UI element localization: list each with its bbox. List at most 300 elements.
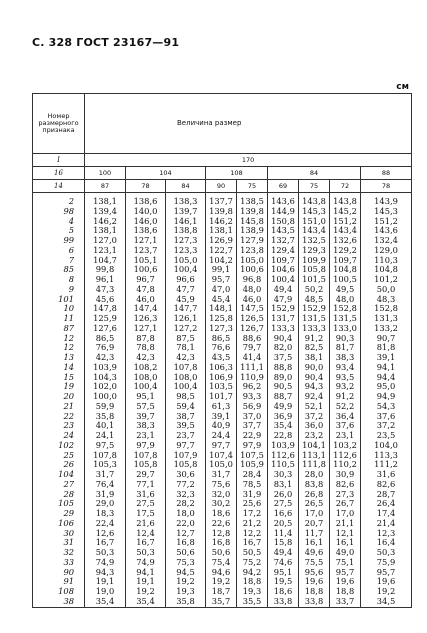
table-cell: 31,6 bbox=[126, 490, 166, 500]
table-cell: 97,9 bbox=[237, 441, 268, 451]
table-cell: 49,6 bbox=[299, 548, 330, 558]
table-cell: 17,2 bbox=[237, 509, 268, 519]
table-cell: 105,0 bbox=[237, 256, 268, 266]
table-cell: 46,0 bbox=[237, 295, 268, 305]
table-row bbox=[33, 295, 412, 305]
feature-number: 87 bbox=[33, 324, 85, 334]
table-cell: 35,4 bbox=[268, 421, 299, 431]
header-row-16: 16 bbox=[33, 167, 85, 180]
table-cell: 35,7 bbox=[206, 597, 237, 607]
table-cell: 82,6 bbox=[330, 480, 361, 490]
table-cell: 19,6 bbox=[299, 577, 330, 587]
table-cell: 126,1 bbox=[166, 314, 206, 324]
table-cell: 28,0 bbox=[299, 470, 330, 480]
feature-number: 24 bbox=[33, 431, 85, 441]
table-cell: 38,7 bbox=[166, 412, 206, 422]
table-cell: 30,2 bbox=[206, 499, 237, 509]
table-cell: 12,2 bbox=[237, 529, 268, 539]
table-cell: 90,7 bbox=[361, 334, 412, 344]
table-cell: 27,3 bbox=[330, 490, 361, 500]
table-cell: 31,7 bbox=[206, 470, 237, 480]
feature-number: 19 bbox=[33, 382, 85, 392]
table-cell: 95,1 bbox=[268, 568, 299, 578]
table-row bbox=[33, 236, 412, 246]
table-cell: 94,2 bbox=[237, 568, 268, 578]
header-row-14: 14 bbox=[33, 180, 85, 193]
table-cell: 12,7 bbox=[166, 529, 206, 539]
table-cell: 96,8 bbox=[237, 275, 268, 285]
table-cell: 105,9 bbox=[237, 460, 268, 470]
table-cell: 23,1 bbox=[330, 431, 361, 441]
table-cell: 47,7 bbox=[166, 285, 206, 295]
table-cell: 31,9 bbox=[237, 490, 268, 500]
bust-84: 84 bbox=[268, 167, 361, 180]
height-170: 170 bbox=[85, 154, 412, 167]
table-cell: 23,7 bbox=[166, 431, 206, 441]
feature-number: 99 bbox=[33, 236, 85, 246]
bust-88: 88 bbox=[361, 167, 412, 180]
table-cell: 97,7 bbox=[206, 441, 237, 451]
table-cell: 59,4 bbox=[166, 402, 206, 412]
table-cell: 54,3 bbox=[361, 402, 412, 412]
table-cell: 143,4 bbox=[330, 226, 361, 236]
table-cell: 93,3 bbox=[237, 392, 268, 402]
table-cell: 81,7 bbox=[330, 343, 361, 353]
feature-number: 13 bbox=[33, 353, 85, 363]
table-cell: 127,1 bbox=[126, 236, 166, 246]
table-cell: 81,8 bbox=[361, 343, 412, 353]
table-cell: 12,3 bbox=[361, 529, 412, 539]
table-cell: 26,0 bbox=[268, 490, 299, 500]
feature-number: 14 bbox=[33, 363, 85, 373]
table-cell: 22,0 bbox=[166, 519, 206, 529]
table-cell: 29,7 bbox=[126, 470, 166, 480]
table-cell: 41,4 bbox=[237, 353, 268, 363]
table-cell: 103,9 bbox=[268, 441, 299, 451]
table-row bbox=[33, 217, 412, 227]
table-cell: 100,6 bbox=[126, 265, 166, 275]
table-cell: 147,5 bbox=[237, 304, 268, 314]
feature-number: 7 bbox=[33, 256, 85, 266]
table-cell: 12,1 bbox=[330, 529, 361, 539]
table-cell: 59,9 bbox=[85, 402, 126, 412]
table-cell: 49,5 bbox=[330, 285, 361, 295]
table-cell: 39,5 bbox=[166, 421, 206, 431]
table-cell: 45,4 bbox=[206, 295, 237, 305]
table-row bbox=[33, 207, 412, 217]
table-cell: 37,7 bbox=[237, 421, 268, 431]
table-cell: 75,2 bbox=[237, 558, 268, 568]
table-cell: 132,4 bbox=[361, 236, 412, 246]
feature-number: 6 bbox=[33, 246, 85, 256]
table-cell: 94,5 bbox=[166, 568, 206, 578]
table-body bbox=[33, 193, 412, 608]
table-cell: 104,3 bbox=[85, 373, 126, 383]
table-cell: 22,6 bbox=[206, 519, 237, 529]
table-cell: 106,9 bbox=[206, 373, 237, 383]
table-cell: 38,3 bbox=[330, 353, 361, 363]
table-row bbox=[33, 499, 412, 509]
feature-number: 31 bbox=[33, 538, 85, 548]
table-cell: 111,8 bbox=[299, 460, 330, 470]
table-cell: 37,2 bbox=[361, 421, 412, 431]
table-cell: 16,7 bbox=[237, 538, 268, 548]
table-cell: 100,4 bbox=[166, 382, 206, 392]
row-label-header: Номер размерного признака bbox=[33, 94, 85, 154]
table-cell: 83,8 bbox=[299, 480, 330, 490]
table-cell: 108,0 bbox=[166, 373, 206, 383]
feature-number: 20 bbox=[33, 392, 85, 402]
table-cell: 131,3 bbox=[361, 314, 412, 324]
table-cell: 57,5 bbox=[126, 402, 166, 412]
table-cell: 127,0 bbox=[85, 236, 126, 246]
table-cell: 87,5 bbox=[166, 334, 206, 344]
table-cell: 100,4 bbox=[166, 265, 206, 275]
table-cell: 127,9 bbox=[237, 236, 268, 246]
table-cell: 143,8 bbox=[299, 193, 330, 207]
feature-number: 28 bbox=[33, 490, 85, 500]
table-cell: 48,3 bbox=[361, 295, 412, 305]
table-cell: 75,9 bbox=[361, 558, 412, 568]
table-row bbox=[33, 490, 412, 500]
table-cell: 100,5 bbox=[330, 275, 361, 285]
table-cell: 21,6 bbox=[126, 519, 166, 529]
table-row bbox=[33, 577, 412, 587]
table-cell: 95,6 bbox=[299, 568, 330, 578]
table-cell: 96,2 bbox=[237, 382, 268, 392]
table-cell: 35,4 bbox=[85, 597, 126, 607]
table-cell: 137,7 bbox=[206, 193, 237, 207]
unit-label: см bbox=[396, 82, 409, 92]
table-cell: 43,5 bbox=[206, 353, 237, 363]
table-cell: 123,7 bbox=[126, 246, 166, 256]
table-cell: 49,0 bbox=[330, 548, 361, 558]
table-cell: 16,7 bbox=[85, 538, 126, 548]
table-cell: 143,8 bbox=[330, 193, 361, 207]
table-cell: 138,6 bbox=[126, 193, 166, 207]
hip-col-7: 75 bbox=[299, 180, 330, 193]
feature-number: 104 bbox=[33, 470, 85, 480]
table-cell: 97,7 bbox=[166, 441, 206, 451]
table-cell: 40,1 bbox=[85, 421, 126, 431]
table-cell: 95,7 bbox=[361, 568, 412, 578]
table-cell: 82,0 bbox=[268, 343, 299, 353]
table-cell: 151,2 bbox=[361, 217, 412, 227]
table-cell: 46,0 bbox=[126, 295, 166, 305]
table-cell: 42,3 bbox=[85, 353, 126, 363]
table-cell: 30,9 bbox=[330, 470, 361, 480]
table-cell: 39,1 bbox=[361, 353, 412, 363]
table-cell: 20,7 bbox=[299, 519, 330, 529]
table-cell: 15,8 bbox=[268, 538, 299, 548]
table-cell: 127,3 bbox=[206, 324, 237, 334]
table-cell: 31,9 bbox=[85, 490, 126, 500]
table-cell: 145,3 bbox=[299, 207, 330, 217]
table-cell: 98,5 bbox=[166, 392, 206, 402]
feature-number: 98 bbox=[33, 207, 85, 217]
table-cell: 16,7 bbox=[126, 538, 166, 548]
table-cell: 20,5 bbox=[268, 519, 299, 529]
table-cell: 74,6 bbox=[268, 558, 299, 568]
feature-number: 102 bbox=[33, 441, 85, 451]
table-row bbox=[33, 353, 412, 363]
table-cell: 83,1 bbox=[268, 480, 299, 490]
feature-number: 5 bbox=[33, 226, 85, 236]
table-cell: 129,3 bbox=[299, 246, 330, 256]
table-cell: 88,8 bbox=[268, 363, 299, 373]
feature-number: 8 bbox=[33, 275, 85, 285]
table-cell: 105,8 bbox=[299, 265, 330, 275]
bust-100: 100 bbox=[85, 167, 126, 180]
feature-number: 27 bbox=[33, 480, 85, 490]
table-cell: 50,6 bbox=[206, 548, 237, 558]
table-cell: 33,7 bbox=[330, 597, 361, 607]
table-cell: 16,4 bbox=[361, 538, 412, 548]
table-row bbox=[33, 193, 412, 207]
table-cell: 147,7 bbox=[166, 304, 206, 314]
table-cell: 30,6 bbox=[166, 470, 206, 480]
table-cell: 107,8 bbox=[126, 451, 166, 461]
table-cell: 38,3 bbox=[126, 421, 166, 431]
table-cell: 105,0 bbox=[166, 256, 206, 266]
table-cell: 140,0 bbox=[126, 207, 166, 217]
table-cell: 132,6 bbox=[330, 236, 361, 246]
table-row bbox=[33, 314, 412, 324]
table-cell: 113,3 bbox=[361, 451, 412, 461]
feature-number: 101 bbox=[33, 295, 85, 305]
feature-number: 106 bbox=[33, 519, 85, 529]
table-cell: 94,1 bbox=[361, 363, 412, 373]
table-cell: 104,6 bbox=[268, 265, 299, 275]
feature-number: 91 bbox=[33, 577, 85, 587]
bust-108: 108 bbox=[206, 167, 268, 180]
table-row bbox=[33, 480, 412, 490]
table-cell: 94,3 bbox=[85, 568, 126, 578]
hip-col-9: 78 bbox=[361, 180, 412, 193]
table-cell: 22,8 bbox=[268, 431, 299, 441]
table-cell: 35,8 bbox=[166, 597, 206, 607]
table-cell: 76,4 bbox=[85, 480, 126, 490]
table-cell: 76,9 bbox=[85, 343, 126, 353]
table-cell: 77,2 bbox=[166, 480, 206, 490]
table-cell: 19,3 bbox=[166, 587, 206, 597]
table-cell: 97,9 bbox=[126, 441, 166, 451]
table-cell: 78,1 bbox=[166, 343, 206, 353]
table-cell: 61,3 bbox=[206, 402, 237, 412]
table-cell: 19,2 bbox=[206, 577, 237, 587]
table-cell: 110,2 bbox=[330, 460, 361, 470]
hip-col-2: 78 bbox=[126, 180, 166, 193]
table-cell: 138,1 bbox=[85, 193, 126, 207]
table-cell: 139,8 bbox=[237, 207, 268, 217]
hip-col-5: 75 bbox=[237, 180, 268, 193]
table-cell: 104,7 bbox=[85, 256, 126, 266]
table-cell: 90,3 bbox=[330, 334, 361, 344]
feature-number: 30 bbox=[33, 529, 85, 539]
table-row bbox=[33, 285, 412, 295]
table-cell: 19,2 bbox=[361, 587, 412, 597]
table-cell: 25,6 bbox=[237, 499, 268, 509]
table-cell: 52,2 bbox=[330, 402, 361, 412]
table-cell: 32,3 bbox=[166, 490, 206, 500]
table-cell: 50,3 bbox=[361, 548, 412, 558]
table-cell: 79,7 bbox=[237, 343, 268, 353]
table-cell: 108,0 bbox=[126, 373, 166, 383]
table-cell: 143,6 bbox=[361, 226, 412, 236]
table-cell: 131,5 bbox=[299, 314, 330, 324]
feature-number: 108 bbox=[33, 587, 85, 597]
table-cell: 152,9 bbox=[268, 304, 299, 314]
table-cell: 125,8 bbox=[206, 314, 237, 324]
feature-number: 21 bbox=[33, 402, 85, 412]
table-cell: 139,7 bbox=[166, 207, 206, 217]
table-cell: 127,2 bbox=[166, 324, 206, 334]
table-cell: 19,2 bbox=[126, 587, 166, 597]
table-cell: 75,4 bbox=[206, 558, 237, 568]
table-cell: 40,9 bbox=[206, 421, 237, 431]
table-cell: 101,5 bbox=[299, 275, 330, 285]
table-cell: 21,1 bbox=[330, 519, 361, 529]
table-cell: 47,0 bbox=[206, 285, 237, 295]
table-row bbox=[33, 421, 412, 431]
table-cell: 93,4 bbox=[330, 363, 361, 373]
table-cell: 28,7 bbox=[361, 490, 412, 500]
table-cell: 94,1 bbox=[126, 568, 166, 578]
table-row bbox=[33, 460, 412, 470]
table-cell: 89,0 bbox=[268, 373, 299, 383]
table-cell: 34,5 bbox=[361, 597, 412, 607]
table-cell: 19,3 bbox=[237, 587, 268, 597]
table-cell: 93,2 bbox=[330, 382, 361, 392]
table-cell: 105,0 bbox=[206, 460, 237, 470]
table-cell: 75,5 bbox=[299, 558, 330, 568]
table-cell: 18,7 bbox=[206, 587, 237, 597]
table-cell: 147,8 bbox=[85, 304, 126, 314]
table-cell: 107,5 bbox=[237, 451, 268, 461]
table-cell: 90,4 bbox=[299, 373, 330, 383]
table-cell: 110,9 bbox=[237, 373, 268, 383]
table-cell: 111,1 bbox=[237, 363, 268, 373]
table-cell: 45,9 bbox=[166, 295, 206, 305]
table-cell: 99,8 bbox=[85, 265, 126, 275]
table-cell: 95,1 bbox=[126, 392, 166, 402]
table-row bbox=[33, 597, 412, 607]
table-cell: 37,0 bbox=[237, 412, 268, 422]
table-row bbox=[33, 402, 412, 412]
table-cell: 101,2 bbox=[361, 275, 412, 285]
table-cell: 104,8 bbox=[330, 265, 361, 275]
table-cell: 82,5 bbox=[299, 343, 330, 353]
table-cell: 88,6 bbox=[237, 334, 268, 344]
feature-number: 90 bbox=[33, 568, 85, 578]
table-cell: 29,0 bbox=[85, 499, 126, 509]
size-table bbox=[32, 93, 412, 608]
table-cell: 24,4 bbox=[206, 431, 237, 441]
table-cell: 18,8 bbox=[299, 587, 330, 597]
table-cell: 91,2 bbox=[299, 334, 330, 344]
table-cell: 38,1 bbox=[299, 353, 330, 363]
table-cell: 42,3 bbox=[126, 353, 166, 363]
table-cell: 93,5 bbox=[330, 373, 361, 383]
table-cell: 104,8 bbox=[361, 265, 412, 275]
table-cell: 100,0 bbox=[85, 392, 126, 402]
table-cell: 26,8 bbox=[299, 490, 330, 500]
table-cell: 101,7 bbox=[206, 392, 237, 402]
table-cell: 100,6 bbox=[237, 265, 268, 275]
table-cell: 133,2 bbox=[361, 324, 412, 334]
table-cell: 111,2 bbox=[361, 460, 412, 470]
table-cell: 145,3 bbox=[361, 207, 412, 217]
table-cell: 75,3 bbox=[166, 558, 206, 568]
table-cell: 95,7 bbox=[330, 568, 361, 578]
table-cell: 133,0 bbox=[330, 324, 361, 334]
table-cell: 86,5 bbox=[85, 334, 126, 344]
table-cell: 94,4 bbox=[361, 373, 412, 383]
table-cell: 97,5 bbox=[85, 441, 126, 451]
table-cell: 126,9 bbox=[206, 236, 237, 246]
table-cell: 26,7 bbox=[330, 499, 361, 509]
table-cell: 146,0 bbox=[126, 217, 166, 227]
table-cell: 36,9 bbox=[268, 412, 299, 422]
table-cell: 48,0 bbox=[330, 295, 361, 305]
table-cell: 17,5 bbox=[126, 509, 166, 519]
hip-col-3: 84 bbox=[166, 180, 206, 193]
table-cell: 107,9 bbox=[166, 451, 206, 461]
table-cell: 21,2 bbox=[237, 519, 268, 529]
table-cell: 127,1 bbox=[126, 324, 166, 334]
table-row bbox=[33, 334, 412, 344]
table-cell: 77,1 bbox=[126, 480, 166, 490]
table-cell: 109,7 bbox=[330, 256, 361, 266]
feature-number: 26 bbox=[33, 460, 85, 470]
table-cell: 146,2 bbox=[85, 217, 126, 227]
table-cell: 48,0 bbox=[237, 285, 268, 295]
table-cell: 47,8 bbox=[126, 285, 166, 295]
table-cell: 146,1 bbox=[166, 217, 206, 227]
table-cell: 127,6 bbox=[85, 324, 126, 334]
table-cell: 16,1 bbox=[299, 538, 330, 548]
table-cell: 87,8 bbox=[126, 334, 166, 344]
table-cell: 103,9 bbox=[85, 363, 126, 373]
table-cell: 103,2 bbox=[330, 441, 361, 451]
table-cell: 102,0 bbox=[85, 382, 126, 392]
table-row bbox=[33, 558, 412, 568]
table-cell: 19,5 bbox=[268, 577, 299, 587]
table-cell: 138,1 bbox=[206, 226, 237, 236]
table-cell: 139,4 bbox=[85, 207, 126, 217]
table-cell: 78,5 bbox=[237, 480, 268, 490]
table-cell: 42,3 bbox=[166, 353, 206, 363]
table-cell: 35,8 bbox=[85, 412, 126, 422]
table-cell: 75,1 bbox=[330, 558, 361, 568]
table-row bbox=[33, 246, 412, 256]
table-cell: 100,4 bbox=[126, 382, 166, 392]
table-cell: 19,2 bbox=[166, 577, 206, 587]
table-cell: 50,3 bbox=[85, 548, 126, 558]
table-cell: 35,4 bbox=[126, 597, 166, 607]
table-cell: 90,4 bbox=[268, 334, 299, 344]
table-cell: 37,5 bbox=[268, 353, 299, 363]
table-cell: 12,4 bbox=[126, 529, 166, 539]
table-cell: 39,1 bbox=[206, 412, 237, 422]
table-cell: 16,6 bbox=[268, 509, 299, 519]
table-cell: 26,5 bbox=[299, 499, 330, 509]
table-cell: 132,7 bbox=[268, 236, 299, 246]
table-cell: 112,6 bbox=[268, 451, 299, 461]
table-cell: 110,3 bbox=[361, 256, 412, 266]
feature-number: 33 bbox=[33, 558, 85, 568]
table-row bbox=[33, 519, 412, 529]
